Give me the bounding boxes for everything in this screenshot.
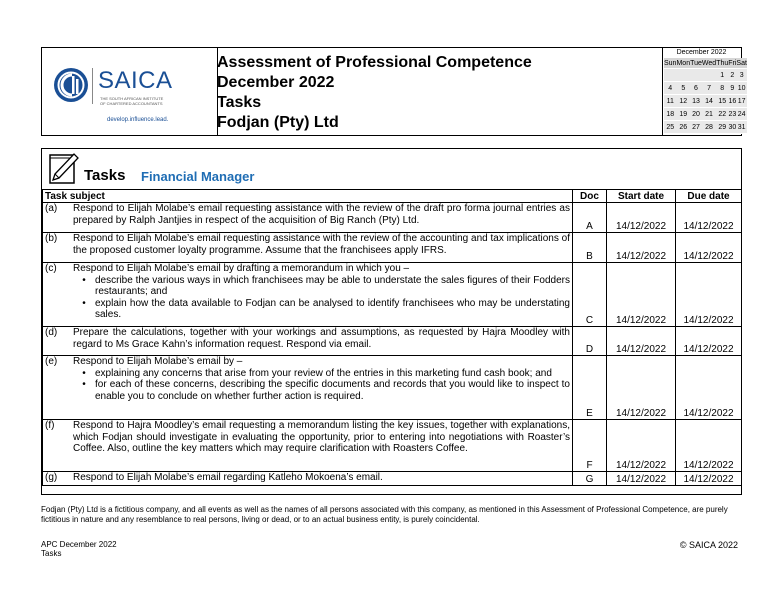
title-line-1: Assessment of Professional Competence <box>217 54 532 71</box>
task-start-date: 14/12/2022 <box>607 233 676 263</box>
saica-logo-icon <box>52 66 90 104</box>
task-text: Respond to Elijah Molabe’s email requesting assistance with the review of the draft pro forma journal entries as prepared by Ralph Jantjies in respect of the acquisition of Big Ranch (Pty) Ltd. <box>73 203 570 226</box>
task-due-date: 14/12/2022 <box>676 420 742 472</box>
col-due-date: Due date <box>676 190 742 203</box>
logo-sub-2: OF CHARTERED ACCOUNTANTS <box>100 101 163 106</box>
task-label: (a) <box>45 203 58 214</box>
calendar-date: 11 <box>664 95 676 108</box>
calendar-date: 30 <box>728 121 736 134</box>
calendar-grid <box>664 58 747 134</box>
tasks-heading: Tasks <box>84 167 126 184</box>
calendar-date <box>690 69 702 82</box>
logo-name: SAICA <box>98 67 173 94</box>
task-due-date: 14/12/2022 <box>676 356 742 420</box>
task-text: Respond to Hajra Moodley’s email requesting a memorandum listing the key issues, together with explanations, which Fodjan should investigate in evaluating the opportunity, prior to entering into negotiations with Roaster’s Coffee. Also, outline the key matters which may require clarification with Roasters Coffee. <box>73 420 570 454</box>
calendar-date: 25 <box>664 121 676 134</box>
calendar-title: December 2022 <box>676 49 727 56</box>
task-bullet: • describe the various ways in which franchisees may be able to understate the sales figures of their Fodders restaurants; and <box>82 274 570 297</box>
notepad-pencil-icon <box>48 152 80 185</box>
calendar-date: 14 <box>702 95 716 108</box>
tasks-table-header <box>43 190 742 203</box>
task-due-date: 14/12/2022 <box>676 203 742 233</box>
calendar-date: 8 <box>716 82 728 95</box>
logo-tagline: develop.influence.lead. <box>107 117 169 123</box>
col-start-date: Start date <box>607 190 676 203</box>
calendar-date <box>702 69 716 82</box>
calendar-day-header: Sun <box>664 59 677 67</box>
task-text: Prepare the calculations, together with your workings and assumptions, as requested by Hajra Moodley with regard to Ms Grace Kahn’s information request. Respond via email. <box>73 327 570 350</box>
tasks-panel <box>41 148 742 495</box>
task-text: Respond to Elijah Molabe’s email by drafting a memorandum in which you – <box>73 263 410 274</box>
task-label: (d) <box>45 327 58 338</box>
table-row <box>43 356 742 420</box>
calendar-date: 22 <box>716 108 728 121</box>
calendar-date: 9 <box>728 82 736 95</box>
calendar-date: 26 <box>676 121 690 134</box>
calendar-date: 2 <box>728 69 736 82</box>
task-subject-cell <box>43 472 573 486</box>
task-start-date: 14/12/2022 <box>607 263 676 327</box>
task-subject-cell <box>43 420 573 472</box>
task-subject-cell <box>43 327 573 356</box>
tasks-header <box>42 149 741 189</box>
calendar-date: 4 <box>664 82 676 95</box>
footer-copyright: © SAICA 2022 <box>679 540 738 550</box>
col-task-subject: Task subject <box>43 190 573 203</box>
task-label: (f) <box>45 420 55 431</box>
task-due-date: 14/12/2022 <box>676 233 742 263</box>
calendar-date: 23 <box>728 108 736 121</box>
task-label: (c) <box>45 263 57 274</box>
task-text: Respond to Elijah Molabe’s email regarding Katleho Mokoena’s email. <box>73 472 383 483</box>
task-due-date: 14/12/2022 <box>676 327 742 356</box>
calendar-day-header: Sat <box>736 59 747 67</box>
header-box <box>41 47 747 136</box>
task-text: Respond to Elijah Molabe’s email requesting assistance with the review of the accounting and tax implications of the proposed customer loyalty programme. Assume that the franchisees apply IFRS. <box>73 233 570 256</box>
calendar-date: 28 <box>702 121 716 134</box>
calendar-date: 31 <box>736 121 747 134</box>
calendar-date: 19 <box>676 108 690 121</box>
task-doc: B <box>573 233 607 263</box>
task-doc: D <box>573 327 607 356</box>
calendar-date: 6 <box>690 82 702 95</box>
task-start-date: 14/12/2022 <box>607 356 676 420</box>
task-doc: F <box>573 420 607 472</box>
calendar-date: 27 <box>690 121 702 134</box>
task-label: (b) <box>45 233 58 244</box>
table-row <box>43 263 742 327</box>
calendar-date: 10 <box>736 82 747 95</box>
title-cell <box>217 48 663 135</box>
calendar-day-header: Thu <box>716 59 729 67</box>
task-due-date: 14/12/2022 <box>676 263 742 327</box>
col-doc: Doc <box>573 190 607 203</box>
task-start-date: 14/12/2022 <box>607 472 676 486</box>
calendar-date: 13 <box>690 95 702 108</box>
calendar-date: 3 <box>736 69 747 82</box>
title-line-3: Tasks <box>217 94 262 111</box>
task-bullet: • explain how the data available to Fodjan can be analysed to identify franchisees who may be understating sales. <box>82 297 570 320</box>
calendar-day-header: Wed <box>701 59 717 67</box>
table-row <box>43 203 742 233</box>
task-label: (e) <box>45 356 58 367</box>
task-subject-cell <box>43 356 573 420</box>
disclaimer: Fodjan (Pty) Ltd is a fictitious company, and all events as well as the names of all persons associated with this company, as mentioned in this Assessment of Professional Competence, are purely fictitious in nature and any resemblance to real persons, living or dead, or to an actual business entity, is purely coincidental. <box>41 505 728 524</box>
calendar-date <box>676 69 690 82</box>
calendar-date: 29 <box>716 121 728 134</box>
calendar-day-header: Fri <box>728 59 737 67</box>
calendar-date: 24 <box>736 108 747 121</box>
task-doc: G <box>573 472 607 486</box>
table-row <box>43 233 742 263</box>
task-bullet: • explaining any concerns that arise from your review of the entries in this marketing fund cash book; and <box>82 367 552 379</box>
table-row <box>43 472 742 486</box>
table-row <box>43 327 742 356</box>
tasks-table <box>42 189 742 486</box>
calendar-day-header: Tue <box>690 59 702 67</box>
calendar-date <box>664 69 676 82</box>
calendar-day-header: Mon <box>676 59 691 67</box>
title-line-2: December 2022 <box>217 74 335 91</box>
title-line-4: Fodjan (Pty) Ltd <box>217 114 339 131</box>
task-subject-cell <box>43 263 573 327</box>
calendar-date: 5 <box>676 82 690 95</box>
calendar-date: 21 <box>702 108 716 121</box>
calendar-date: 1 <box>716 69 728 82</box>
table-row <box>43 420 742 472</box>
task-subject-cell <box>43 233 573 263</box>
task-start-date: 14/12/2022 <box>607 420 676 472</box>
task-doc: A <box>573 203 607 233</box>
calendar-date: 20 <box>690 108 702 121</box>
task-due-date: 14/12/2022 <box>676 472 742 486</box>
task-subject-cell <box>43 203 573 233</box>
role-title: Financial Manager <box>141 169 255 184</box>
task-text: Respond to Elijah Molabe’s email by – <box>73 356 243 367</box>
logo-cell <box>42 48 218 135</box>
footer-left-2: Tasks <box>41 549 62 558</box>
calendar-date: 15 <box>716 95 728 108</box>
task-bullet: • for each of these concerns, describing the specific documents and records that you would like to inspect to enable you to conclude on whether further action is required. <box>82 379 570 402</box>
calendar-date: 16 <box>728 95 736 108</box>
task-start-date: 14/12/2022 <box>607 203 676 233</box>
calendar-date: 17 <box>736 95 747 108</box>
task-doc: E <box>573 356 607 420</box>
calendar <box>662 48 747 135</box>
calendar-date: 18 <box>664 108 676 121</box>
calendar-date: 7 <box>702 82 716 95</box>
task-doc: C <box>573 263 607 327</box>
logo-sub-1: THE SOUTH AFRICAN INSTITUTE <box>100 96 164 101</box>
task-start-date: 14/12/2022 <box>607 327 676 356</box>
footer-left-1: APC December 2022 <box>41 540 117 549</box>
task-label: (g) <box>45 472 58 483</box>
calendar-date: 12 <box>676 95 690 108</box>
